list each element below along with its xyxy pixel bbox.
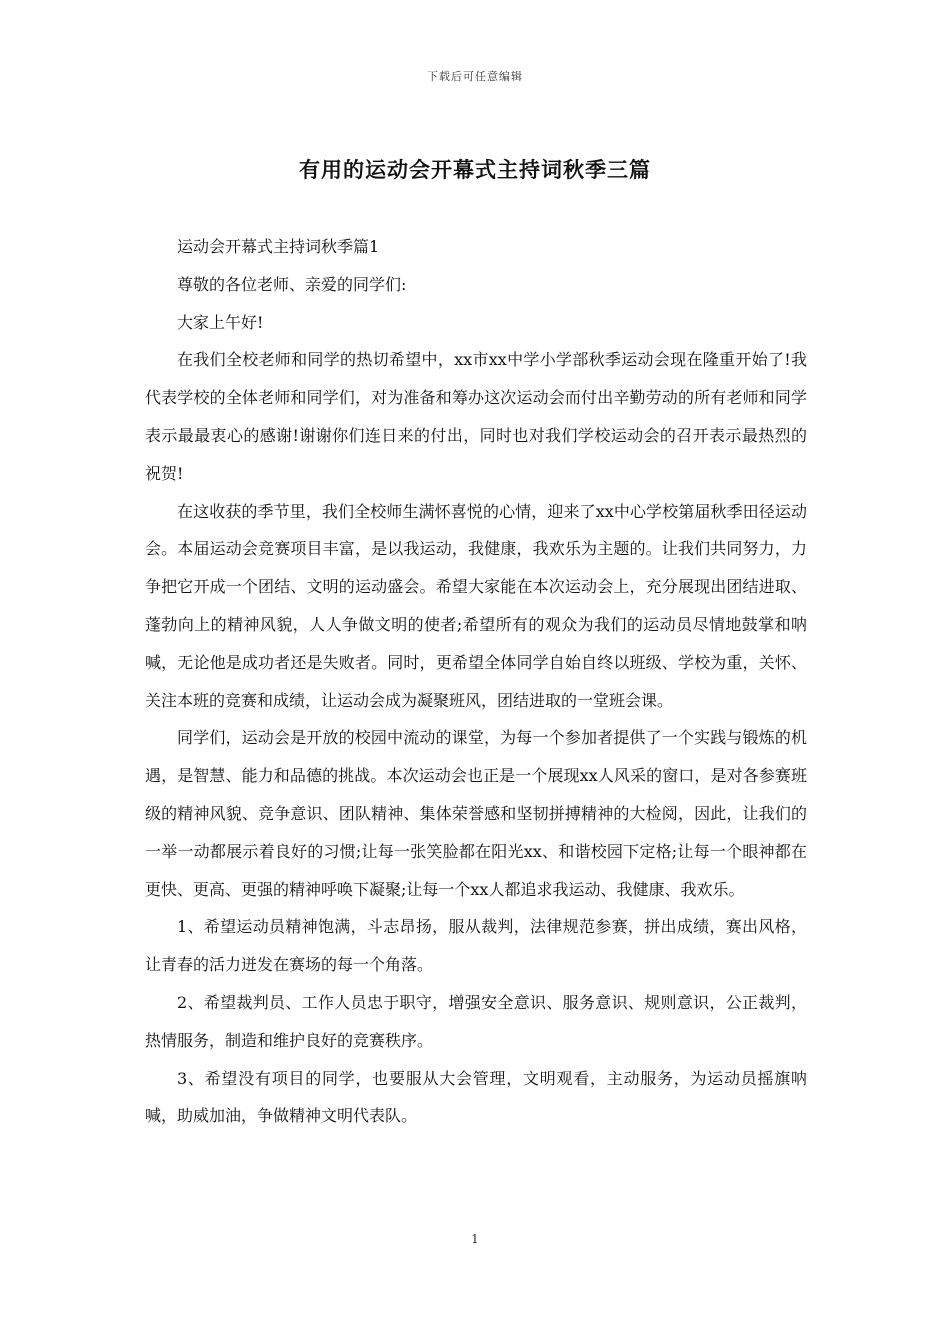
body-paragraph: 在我们全校老师和同学的热切希望中，xx市xx中学小学部秋季运动会现在隆重开始了!我代表学校的全体老师和同学们，对为准备和筹办这次运动会而付出辛勤劳动的所有老师和同学表示最最衷心的感谢!谢谢你们连日来的付出，同时也对我们学校运动会的召开表示最热烈的祝贺! xyxy=(145,350,807,483)
section-heading: 运动会开幕式主持词秋季篇1 xyxy=(177,237,380,256)
list-item: 3、希望没有项目的同学，也要服从大会管理，文明观看，主动服务，为运动员摇旗呐喊，助威加油，争做精神文明代表队。 xyxy=(145,1068,807,1126)
document-body xyxy=(145,228,807,1135)
greeting: 大家上午好! xyxy=(177,312,264,332)
list-item: 2、希望裁判员、工作人员忠于职守，增强安全意识、服务意识、规则意识，公正裁判，热情服务，制造和维护良好的竞赛秩序。 xyxy=(145,992,807,1050)
body-paragraph: 在这收获的季节里，我们全校师生满怀喜悦的心情，迎来了xx中心学校第届秋季田径运动会。本届运动会竞赛项目丰富，是以我运动，我健康，我欢乐为主题的。让我们共同努力，力争把它开成一个团结、文明的运动盛会。希望大家能在本次运动会上，充分展现出团结进取、蓬勃向上的精神风貌，人人争做文明的使者;希望所有的观众为我们的运动员尽情地鼓掌和呐喊，无论他是成功者还是失败者。同时，更希望全体同学自始自终以班级、学校为重，关怀、关注本班的竞赛和成绩，让运动会成为凝聚班风，团结进取的一堂班会课。 xyxy=(145,501,807,710)
body-paragraph: 同学们，运动会是开放的校园中流动的课堂，为每一个参加者提供了一个实践与锻炼的机遇，是智慧、能力和品德的挑战。本次运动会也正是一个展现xx人风采的窗口，是对各参赛班级的精神风貌、竞争意识、团队精神、集体荣誉感和坚韧拼搏精神的大检阅，因此，让我们的一举一动都展示着良好的习惯;让每一张笑脸都在阳光xx、和谐校园下定格;让每一个眼神都在更快、更高、更强的精神呼唤下凝聚;让每一个xx人都追求我运动、我健康、我欢乐。 xyxy=(145,728,807,899)
page-number: 1 xyxy=(471,1232,479,1246)
header-note: 下载后可任意编辑 xyxy=(427,70,523,83)
document-title: 有用的运动会开幕式主持词秋季三篇 xyxy=(299,157,651,182)
list-item: 1、希望运动员精神饱满，斗志昂扬，服从裁判，法律规范参赛，拼出成绩，赛出风格，让青春的活力迸发在赛场的每一个角落。 xyxy=(145,917,807,975)
salutation: 尊敬的各位老师、亲爱的同学们: xyxy=(177,274,407,294)
